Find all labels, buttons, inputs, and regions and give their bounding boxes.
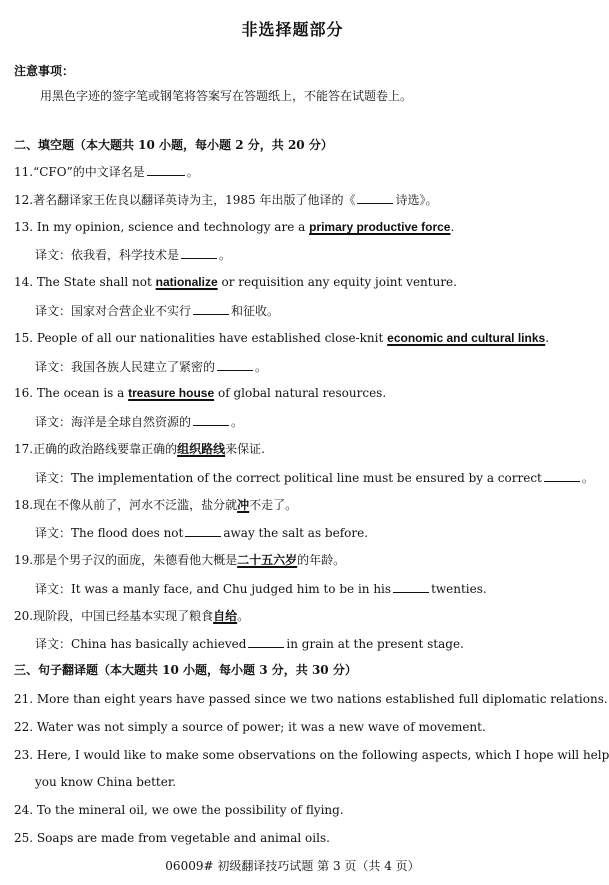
question-14: 14. The State shall not nationalize or requisition any equity joint venture.	[14, 275, 457, 289]
question-11: 11.“CFO”的中文译名是 。	[14, 165, 199, 179]
answer-blank	[357, 191, 393, 204]
question-23-continued: you know China better.	[35, 775, 177, 789]
question-17: 17.正确的政治路线要靠正确的组织路线来保证.	[14, 442, 265, 456]
translation-17: 译文：The implementation of the correct political line must be ensured by a correct 。	[35, 471, 594, 485]
answer-blank	[185, 524, 221, 537]
question-20: 20.现阶段，中国已经基本实现了粮食自给。	[14, 609, 250, 623]
translation-18: 译文：The flood does not away the salt as before.	[35, 526, 369, 540]
answer-blank	[193, 302, 229, 315]
question-22: 22. Water was not simply a source of power; it was a new wave of movement.	[14, 720, 486, 734]
answer-blank	[147, 163, 185, 176]
page-title: 非选择题部分	[241, 20, 344, 39]
key-term: economic and cultural links	[387, 331, 546, 345]
translation-14: 译文：国家对合营企业不实行 和征收。	[35, 304, 280, 318]
page-footer: 06009# 初级翻译技巧试题 第 3 页（共 4 页）	[165, 859, 420, 873]
question-24: 24. To the mineral oil, we owe the possibility of flying.	[14, 803, 344, 817]
question-23: 23. Here, I would like to make some observations on the following aspects, which I hope will help	[14, 748, 609, 762]
answer-blank	[248, 635, 284, 648]
answer-blank	[181, 246, 217, 259]
question-12: 12.著名翻译家王佐良以翻译英诗为主，1985 年出版了他译的《 诗选》。	[14, 193, 438, 207]
question-21: 21. More than eight years have passed since we two nations established full diplomatic relations.	[14, 692, 608, 706]
key-term: treasure house	[128, 386, 215, 400]
translation-16: 译文：海洋是全球自然资源的 。	[35, 415, 244, 429]
key-term: 组织路线	[177, 442, 226, 456]
key-term: 冲	[237, 498, 250, 512]
answer-blank	[393, 580, 429, 593]
key-term: 自给	[213, 609, 238, 623]
translation-15: 译文：我国各族人民建立了紧密的 。	[35, 360, 268, 374]
section3-heading: 三、句子翻译题（本大题共 10 小题，每小题 3 分，共 30 分）	[14, 663, 357, 677]
answer-blank	[193, 413, 229, 426]
translation-20: 译文：China has basically achieved in grain at the present stage.	[35, 637, 464, 651]
translation-19: 译文：It was a manly face, and Chu judged him to be in his twenties.	[35, 582, 487, 596]
answer-blank	[544, 469, 580, 482]
question-19: 19.那是个男子汉的面庞，朱德看他大概是二十五六岁的年龄。	[14, 553, 346, 567]
translation-13: 译文：依我看，科学技术是 。	[35, 248, 232, 262]
key-term: 二十五六岁	[237, 553, 298, 567]
section2-heading: 二、填空题（本大题共 10 小题，每小题 2 分，共 20 分）	[14, 138, 333, 152]
key-term: nationalize	[155, 275, 218, 289]
answer-blank	[217, 358, 253, 371]
key-term: primary productive force	[309, 220, 451, 234]
question-16: 16. The ocean is a treasure house of global natural resources.	[14, 386, 387, 400]
question-15: 15. People of all our nationalities have established close-knit economic and cultural links.	[14, 331, 550, 345]
notice-heading: 注意事项：	[14, 64, 75, 78]
notice-text: 用黑色字迹的签字笔或钢笔将答案写在答题纸上，不能答在试题卷上。	[40, 89, 413, 103]
question-25: 25. Soaps are made from vegetable and animal oils.	[14, 831, 330, 845]
question-13: 13. In my opinion, science and technology are a primary productive force.	[14, 220, 455, 234]
question-18: 18.现在不像从前了，河水不泛滥，盐分就冲不走了。	[14, 498, 298, 512]
